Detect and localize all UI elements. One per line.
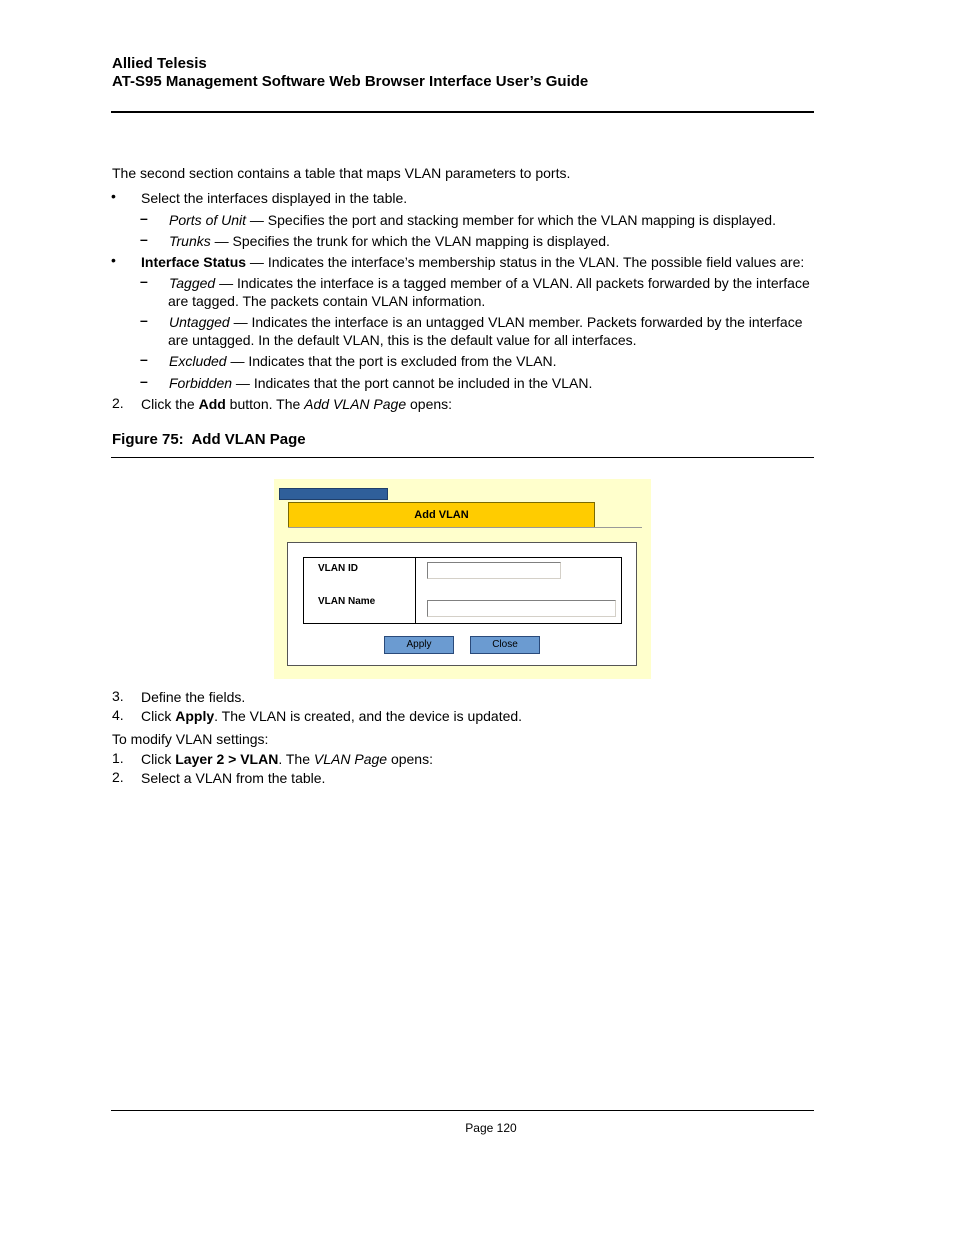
step-click-layer2-vlan: Click Layer 2 > VLAN. The VLAN Page opens: xyxy=(141,751,433,767)
vlan-id-label: VLAN ID xyxy=(318,563,358,574)
step-number: 4. xyxy=(112,707,124,723)
subitem-forbidden: Forbidden — Indicates that the port cannot be included in the VLAN. xyxy=(169,375,593,391)
dash-icon: – xyxy=(140,210,148,226)
dash-icon: – xyxy=(140,273,148,289)
close-button[interactable]: Close xyxy=(470,636,540,654)
subitem-untagged: Untagged — Indicates the interface is an untagged VLAN member. Packets forwarded by the interface xyxy=(169,314,803,330)
bullet-select-interfaces: Select the interfaces displayed in the table. xyxy=(141,190,408,206)
bullet-icon: • xyxy=(111,252,116,268)
vlan-name-input[interactable] xyxy=(427,600,616,617)
apply-button[interactable]: Apply xyxy=(384,636,454,654)
tab-stub xyxy=(279,488,388,500)
header-rule xyxy=(111,111,814,113)
step-number: 1. xyxy=(112,750,124,766)
figure-caption: Figure 75: Add VLAN Page xyxy=(112,431,306,448)
step-number: 3. xyxy=(112,688,124,704)
vlan-id-input[interactable] xyxy=(427,562,561,579)
company-name: Allied Telesis xyxy=(112,55,207,72)
footer-rule xyxy=(111,1110,814,1111)
step-click-add: Click the Add button. The Add VLAN Page opens: xyxy=(141,396,453,412)
subitem-tagged-cont: are tagged. The packets contain VLAN information. xyxy=(168,293,486,309)
tab-add-vlan[interactable]: Add VLAN xyxy=(288,502,595,527)
page-number: Page 120 xyxy=(465,1121,517,1135)
bullet-interface-status: Interface Status — Indicates the interface’s membership status in the VLAN. The possible field values are: xyxy=(141,254,805,270)
caption-rule xyxy=(111,457,814,458)
tab-underline xyxy=(288,527,642,528)
bullet-icon: • xyxy=(111,188,116,204)
step-click-apply: Click Apply. The VLAN is created, and the device is updated. xyxy=(141,708,523,724)
step-select-vlan: Select a VLAN from the table. xyxy=(141,770,326,786)
step-define-fields: Define the fields. xyxy=(141,689,246,705)
subitem-untagged-cont: are untagged. In the default VLAN, this is the default value for all interfaces. xyxy=(168,332,637,348)
dash-icon: – xyxy=(140,373,148,389)
intro-paragraph: The second section contains a table that maps VLAN parameters to ports. xyxy=(112,165,571,181)
modify-intro: To modify VLAN settings: xyxy=(112,731,269,747)
step-number: 2. xyxy=(112,395,124,411)
step-number: 2. xyxy=(112,769,124,785)
subitem-excluded: Excluded — Indicates that the port is excluded from the VLAN. xyxy=(169,353,557,369)
subitem-ports-of-unit: Ports of Unit — Specifies the port and stacking member for which the VLAN mapping is displayed. xyxy=(169,212,776,228)
dash-icon: – xyxy=(140,351,148,367)
vlan-name-label: VLAN Name xyxy=(318,596,376,607)
subitem-tagged: Tagged — Indicates the interface is a tagged member of a VLAN. All packets forwarded by the interface xyxy=(169,275,810,291)
subitem-trunks: Trunks — Specifies the trunk for which the VLAN mapping is displayed. xyxy=(169,233,610,249)
dash-icon: – xyxy=(140,312,148,328)
dash-icon: – xyxy=(140,231,148,247)
guide-title: AT-S95 Management Software Web Browser Interface User’s Guide xyxy=(112,73,589,90)
form-column-divider xyxy=(415,557,416,624)
